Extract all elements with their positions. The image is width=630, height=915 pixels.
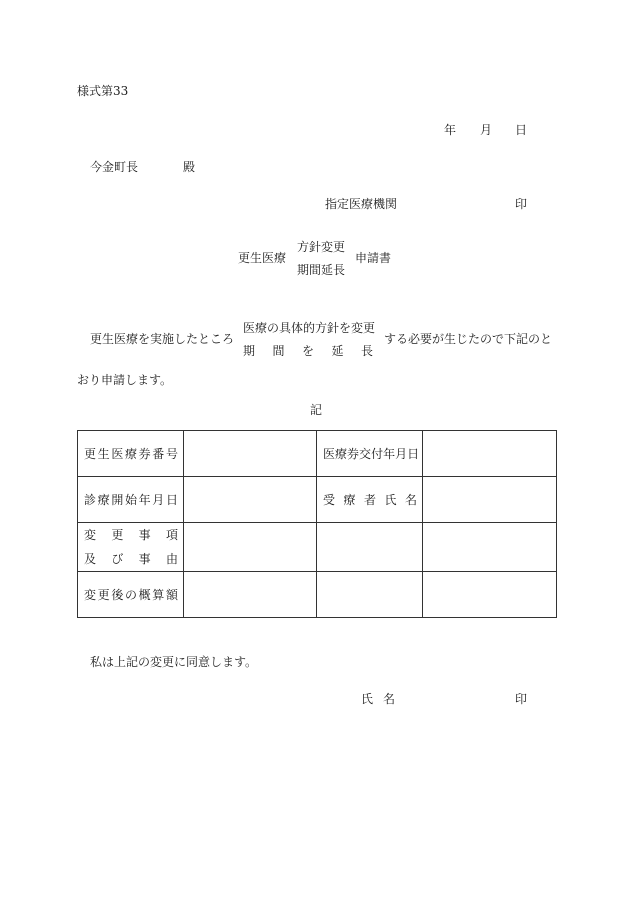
- date-year-label: 年: [444, 123, 457, 137]
- label-patient-name: 受 療 者 氏 名: [317, 477, 423, 523]
- value-issue-date[interactable]: [423, 431, 557, 477]
- label-ticket-number: 更 生 医 療 券 番 号: [78, 431, 184, 477]
- blank-cell: [317, 523, 423, 572]
- application-table: [77, 430, 557, 618]
- label-treatment-start-date: 診 療 開 始 年 月 日: [78, 477, 184, 523]
- recipient-name: 今金町長: [90, 160, 139, 174]
- body-tail: する必要が生じたので下記のと: [384, 332, 553, 346]
- blank-cell[interactable]: [423, 523, 557, 572]
- institution-seal: 印: [515, 197, 528, 211]
- label-change-items-reason: 変 更 事 項 及 び 事 由: [78, 523, 184, 572]
- blank-cell[interactable]: [423, 572, 557, 618]
- label-estimated-amount: 変 更 後 の 概 算 額: [78, 572, 184, 618]
- title-option-bottom: 期間延長: [297, 263, 346, 277]
- signature-seal: 印: [515, 692, 528, 706]
- body-option-top: 医療の具体的方針を変更: [243, 321, 376, 335]
- table-row: [78, 523, 557, 572]
- value-estimated-amount[interactable]: [184, 572, 317, 618]
- body-lead: 更生医療を実施したところ: [90, 332, 235, 346]
- body-line2: おり申請します。: [77, 373, 173, 387]
- table-row: [78, 477, 557, 523]
- value-change-items-reason[interactable]: [184, 523, 317, 572]
- label-issue-date: 医 療 券 交 付 年 月 日: [317, 431, 423, 477]
- blank-cell: [317, 572, 423, 618]
- body-option-bottom: 期 間 を 延 長: [243, 344, 373, 358]
- consent-statement: 私は上記の変更に同意します。: [90, 655, 258, 669]
- table-row: [78, 572, 557, 618]
- recipient-honorific: 殿: [183, 160, 196, 174]
- signature-name-label: 氏 名: [361, 692, 395, 706]
- institution-label: 指定医療機関: [325, 197, 398, 211]
- form-number: 様式第33: [77, 84, 129, 98]
- value-treatment-start-date[interactable]: [184, 477, 317, 523]
- date-month-label: 月: [480, 123, 493, 137]
- title-suffix: 申請書: [355, 251, 392, 265]
- title-prefix: 更生医療: [238, 251, 287, 265]
- ki-heading: 記: [310, 403, 323, 417]
- title-option-top: 方針変更: [297, 240, 346, 254]
- table-row: [78, 431, 557, 477]
- date-day-label: 日: [515, 123, 528, 137]
- value-ticket-number[interactable]: [184, 431, 317, 477]
- value-patient-name[interactable]: [423, 477, 557, 523]
